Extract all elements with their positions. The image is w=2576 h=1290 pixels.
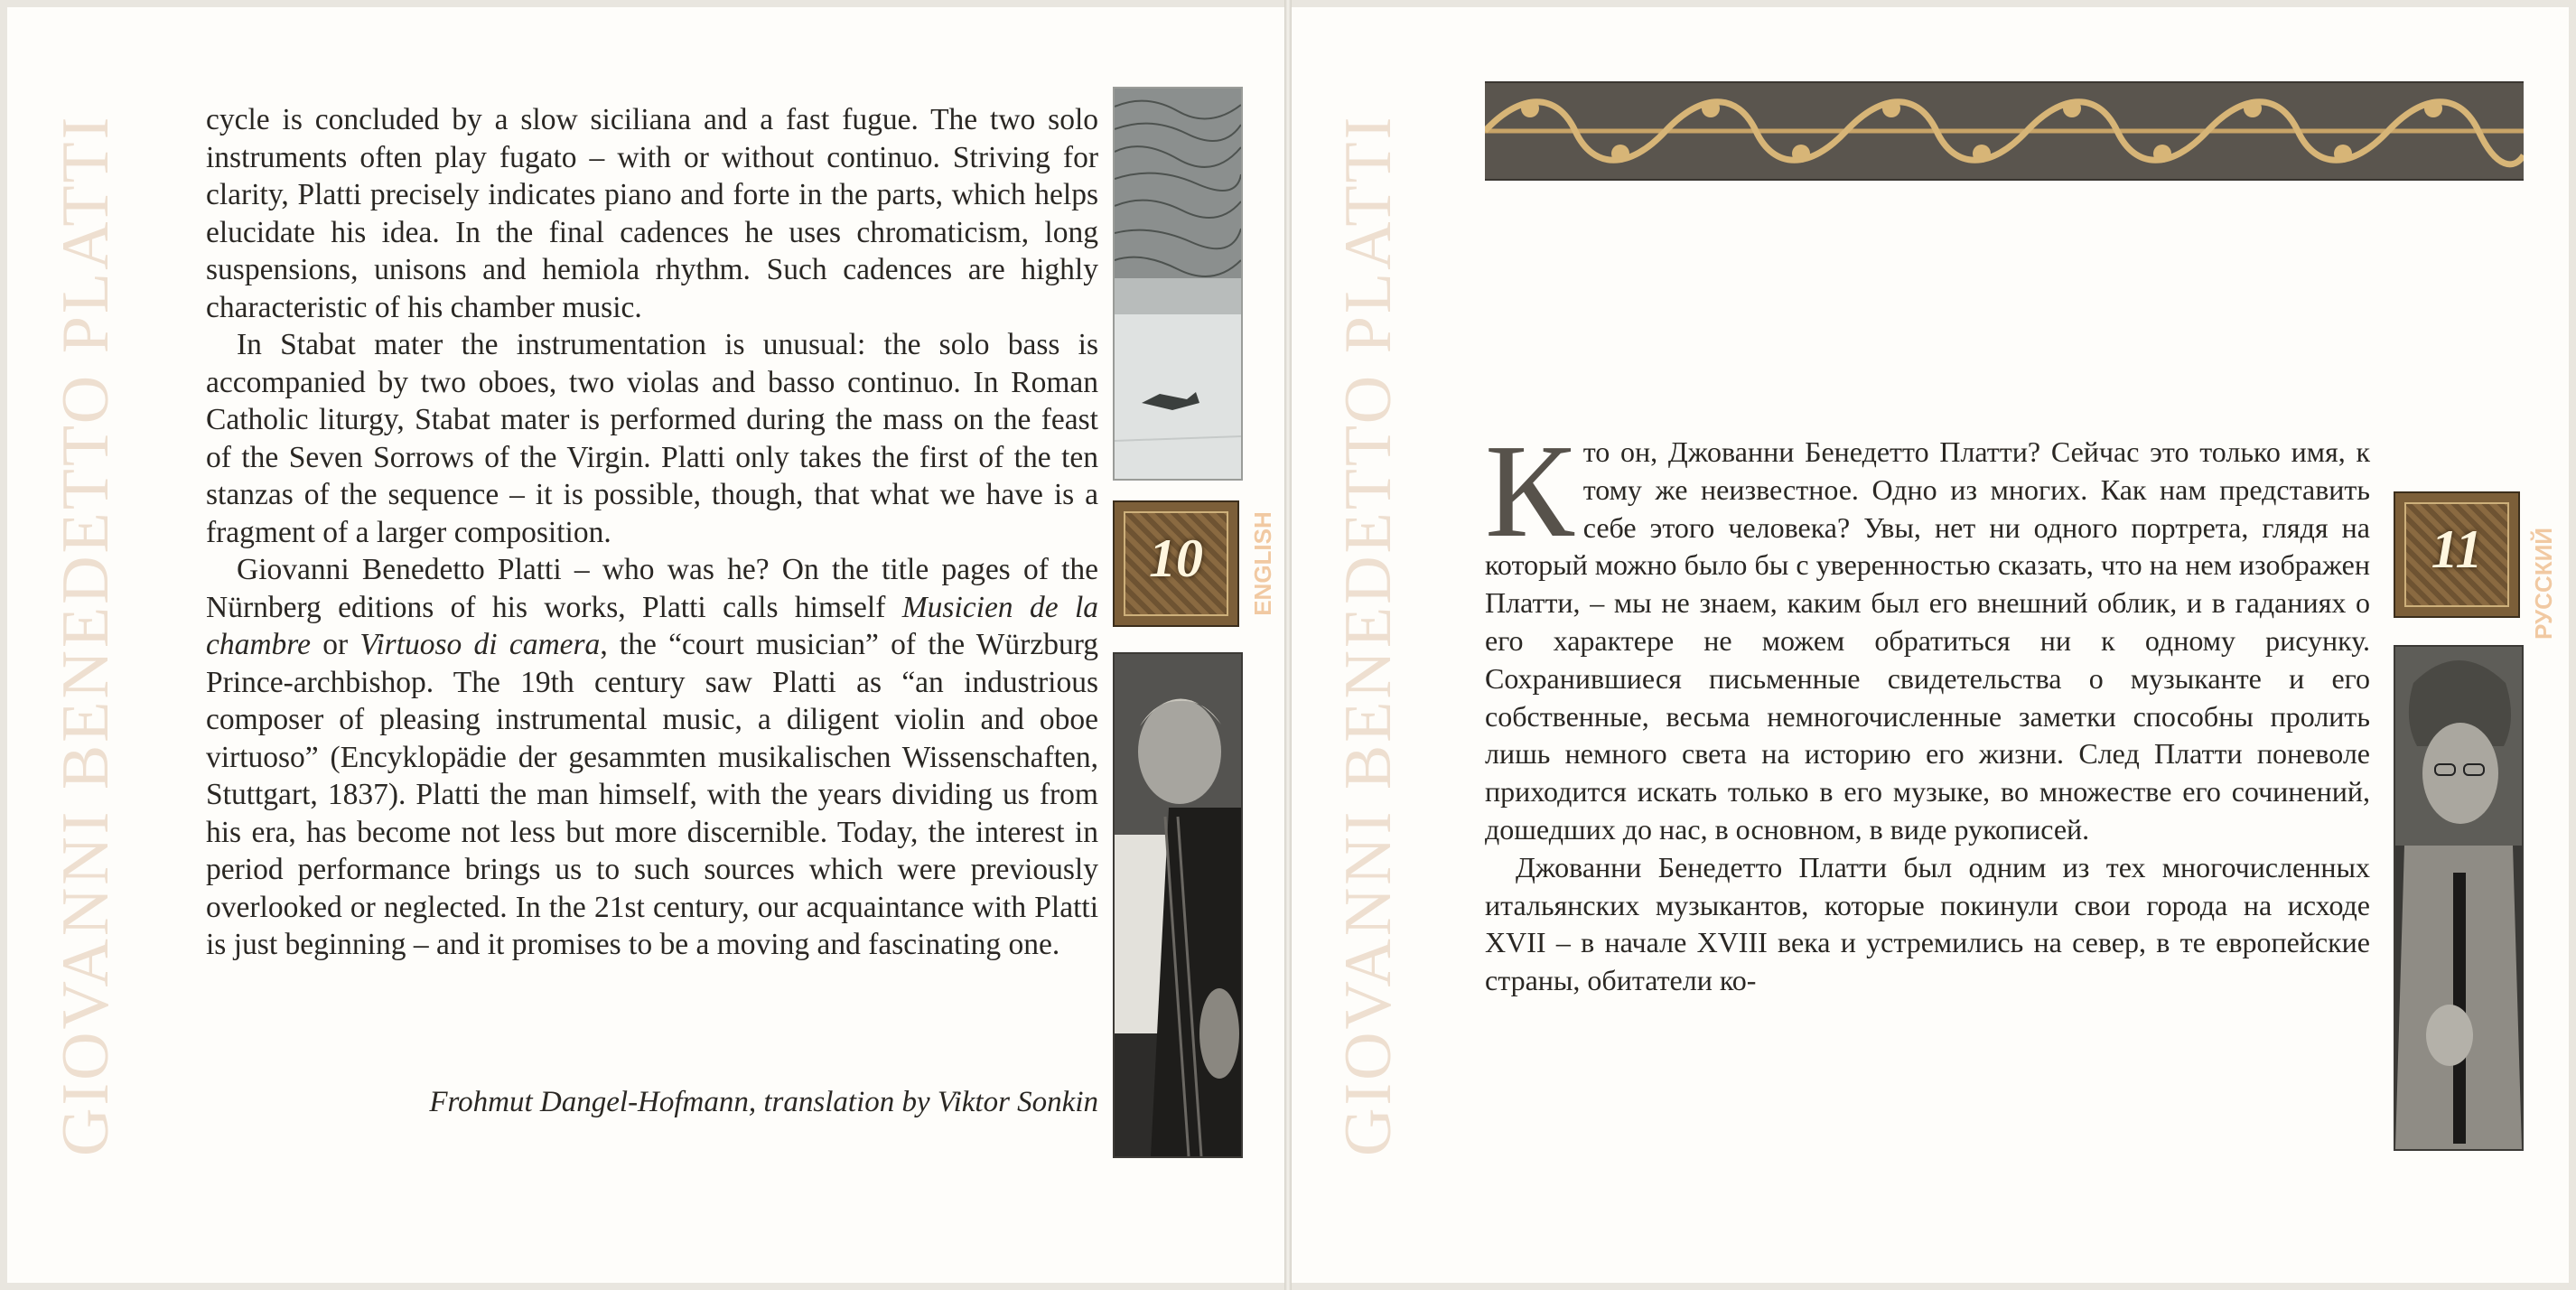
book-spine — [1284, 0, 1292, 1290]
page-number: 11 — [2431, 519, 2483, 579]
page-number-plaque — [1113, 500, 1239, 627]
paragraph-part: , the “court musician” of the Würzburg Prince-archbishop. The 19th century saw Platti as “an industrious composer of pleasing instrumental music, a diligent violin and oboe virtuoso” (Encyklopädie der gesammten musikalischen Wissenschaften, Stuttgart, 1837). Platti the man himself, with the years dividing us from his era, has become not less but more discernible. Today, the interest in period performance brings us to such sources which were previously overlooked or neglected. In the 21st century, our acquaintance with Platti is just beginning – and it promises to be a moving and fascinating one. — [206, 628, 1098, 961]
ornamental-banner — [1485, 81, 2524, 181]
page-number-plaque — [2394, 491, 2520, 618]
paragraph: In Stabat mater the instrumentation is unusual: the solo bass is accompanied by two oboes, two violas and basso continuo. In Roman Catholic liturgy, Stabat mater is performed during the mass on the feast of the Seven Sorrows of the Virgin. Platti only takes the first of the ten stanzas of the sequence – it is possible, though, that what we have is a fragment of a larger composition. — [206, 328, 1098, 549]
vertical-running-title: GIOVANNI BENEDETTO PLATTI — [49, 114, 123, 1156]
drop-cap: К — [1485, 417, 1574, 566]
left-body-text — [206, 101, 1098, 964]
photo-woodwind-player — [2395, 647, 2522, 1149]
left-page — [7, 7, 1284, 1283]
musician-photo — [2394, 645, 2524, 1151]
paragraph-part: or — [322, 628, 349, 661]
translation-credit: Frohmut Dangel-Hofmann, translation by Viktor Sonkin — [429, 1086, 1098, 1118]
language-tab: РУССКИЙ — [2530, 528, 2557, 640]
engraving-illustration — [1115, 89, 1241, 479]
paragraph: cycle is concluded by a slow siciliana and a fast fugue. The two solo instruments often play fugato – with or without continuo. Striving for clarity, Platti precisely indicates piano and forte in the parts, which helps elucidate his idea. In the final cadences he uses chromaticism, long suspensions, unisons and hemiola rhythm. Such cadences are highly characteristic of his chamber music. — [206, 103, 1098, 324]
italic-title: Musicien de la chambre — [206, 590, 1098, 661]
photo-bassist — [1115, 654, 1241, 1156]
right-page — [1292, 7, 2569, 1283]
page-number: 10 — [1149, 528, 1203, 588]
vertical-running-title: GIOVANNI BENEDETTO PLATTI — [1331, 114, 1405, 1156]
paragraph-part: Giovanni Benedetto Platti – who was he? On the title pages of the Nürnberg editions of his works, Platti calls himself — [206, 553, 1098, 624]
scroll-ornament — [1485, 83, 2524, 179]
paragraph-text: то он, Джованни Бенедетто Платти? Сейчас это только имя, к тому же неизвестное. Одно из многих. Как нам представить себе этого человека? Увы, нет ни одного портрета, глядя на который можно было бы с уверенностью сказать, что на нем изображен Платти, – мы не знаем, каким был его внешний облик, и в гаданиях о его характере не можем обратиться ни к одному рисунку. Сохранившиеся письменные свидетельства о музыканте и его собственные, весьма немногочисленные заметки способны пролить лишь немного света на историю его жизни. След Платти поневоле приходится искать только в его музыке, во множестве его сочинений, дошедших до нас, в основном, в виде рукописей. — [1485, 435, 2370, 846]
paragraph: Джованни Бенедетто Платти был одним из тех многочисленных итальянских музыкантов, которые покинули свои города на исходе XVII – в начале XVIII века и устремились на север, в те европейские страны, обитатели ко- — [1485, 850, 2370, 997]
language-tab: ENGLISH — [1249, 511, 1276, 616]
engraving-image — [1113, 87, 1243, 481]
right-body-text — [1485, 417, 2370, 1000]
bass-player-photo — [1113, 652, 1243, 1158]
italic-title: Virtuoso di camera — [359, 628, 601, 661]
paragraph — [1485, 417, 2370, 849]
paragraph — [206, 551, 1098, 964]
